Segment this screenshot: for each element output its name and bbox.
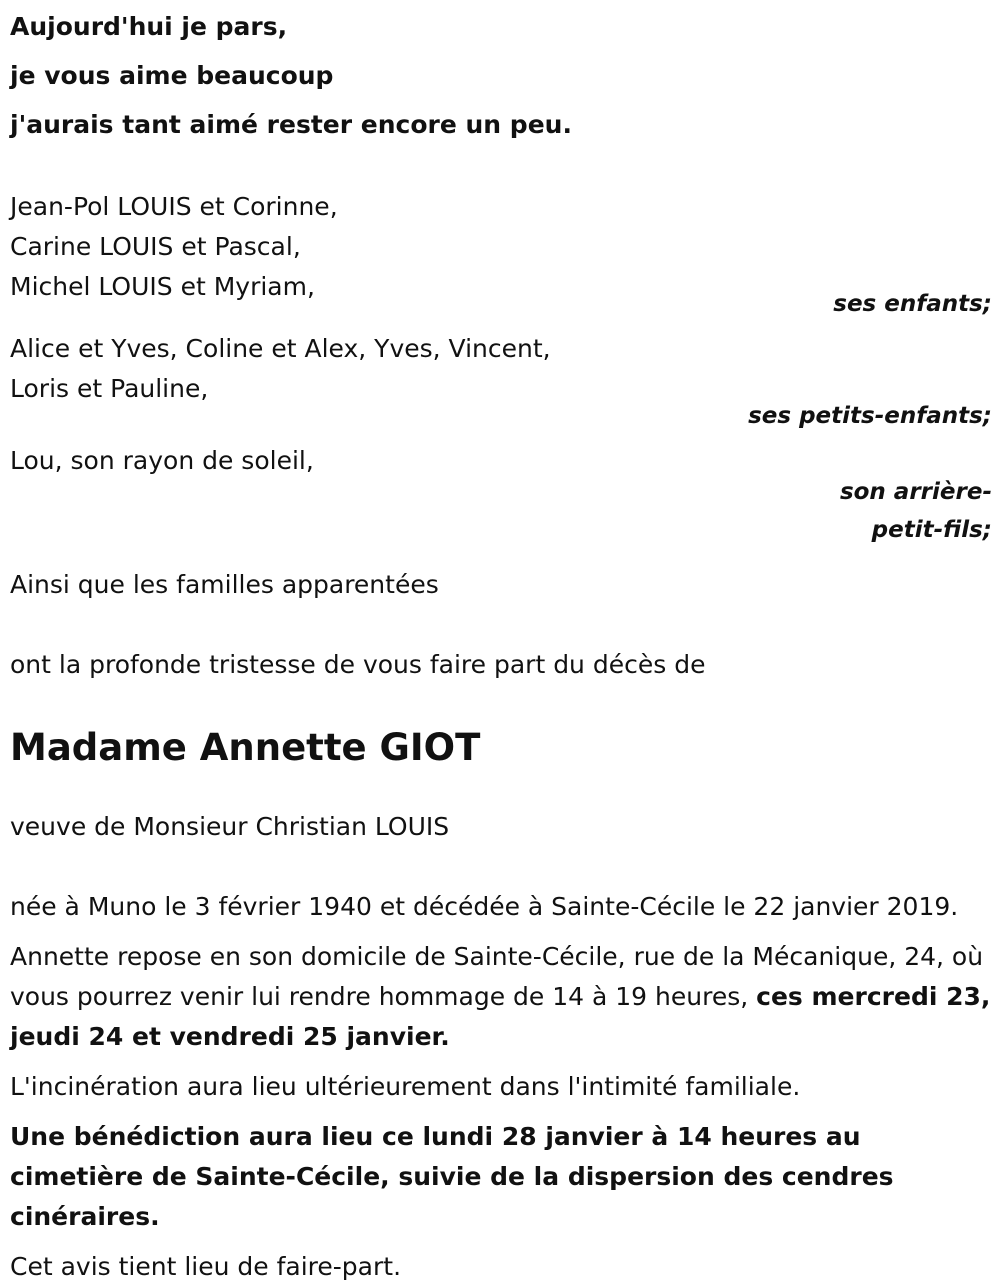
- visitation-paragraph: [10, 937, 992, 1057]
- obituary-notice: [10, 0, 992, 1287]
- family-member-line: Michel LOUIS et Myriam,: [10, 272, 315, 301]
- poem-line: je vous aime beaucoup: [10, 61, 334, 90]
- closing-line: Cet avis tient lieu de faire-part.: [10, 1252, 402, 1281]
- visitation-dates: ces mercredi 23, jeudi 24 et vendredi 25 janvier.: [10, 982, 991, 1051]
- widow-of-line: veuve de Monsieur Christian LOUIS: [10, 812, 450, 841]
- relationship-label-line: son arrière-: [839, 479, 992, 505]
- blessing-paragraph: Une bénédiction aura lieu ce lundi 28 janvier à 14 heures au cimetière de Sainte-Cécile, suivie de la dispersion des cendres cinéraires.: [10, 1122, 894, 1231]
- family-member-line: Alice et Yves, Coline et Alex, Yves, Vincent,: [10, 334, 551, 363]
- poem-line: Aujourd'hui je pars,: [10, 12, 288, 41]
- poem-line: j'aurais tant aimé rester encore un peu.: [10, 110, 572, 139]
- opening-poem: [10, 8, 992, 155]
- family-member-line: Lou, son rayon de soleil,: [10, 446, 314, 475]
- relationship-label: [10, 473, 992, 549]
- cremation-paragraph: L'incinération aura lieu ultérieurement dans l'intimité familiale.: [10, 1072, 801, 1101]
- relationship-label-line: petit-fils;: [871, 517, 992, 543]
- birth-death-line: née à Muno le 3 février 1940 et décédée à Sainte-Cécile le 22 janvier 2019.: [10, 892, 959, 921]
- families-line: Ainsi que les familles apparentées: [10, 570, 439, 599]
- deceased-name: Madame Annette GIOT: [10, 726, 481, 769]
- family-member-line: Jean-Pol LOUIS et Corinne,: [10, 192, 338, 221]
- family-member-line: Carine LOUIS et Pascal,: [10, 232, 301, 261]
- great-grandchild-list: [10, 441, 992, 549]
- children-list: [10, 187, 992, 321]
- family-member-line: Loris et Pauline,: [10, 374, 209, 403]
- visitation-text: Annette repose en son domicile de Sainte-Cécile, rue de la Mécanique, 24, où vous pourrez venir lui rendre hommage de 14 à 19 heures,: [10, 942, 984, 1011]
- announcement-line: ont la profonde tristesse de vous faire part du décès de: [10, 650, 706, 679]
- relationship-label: ses petits-enfants;: [748, 403, 992, 429]
- relationship-label: ses enfants;: [833, 291, 992, 317]
- grandchildren-list: [10, 329, 992, 433]
